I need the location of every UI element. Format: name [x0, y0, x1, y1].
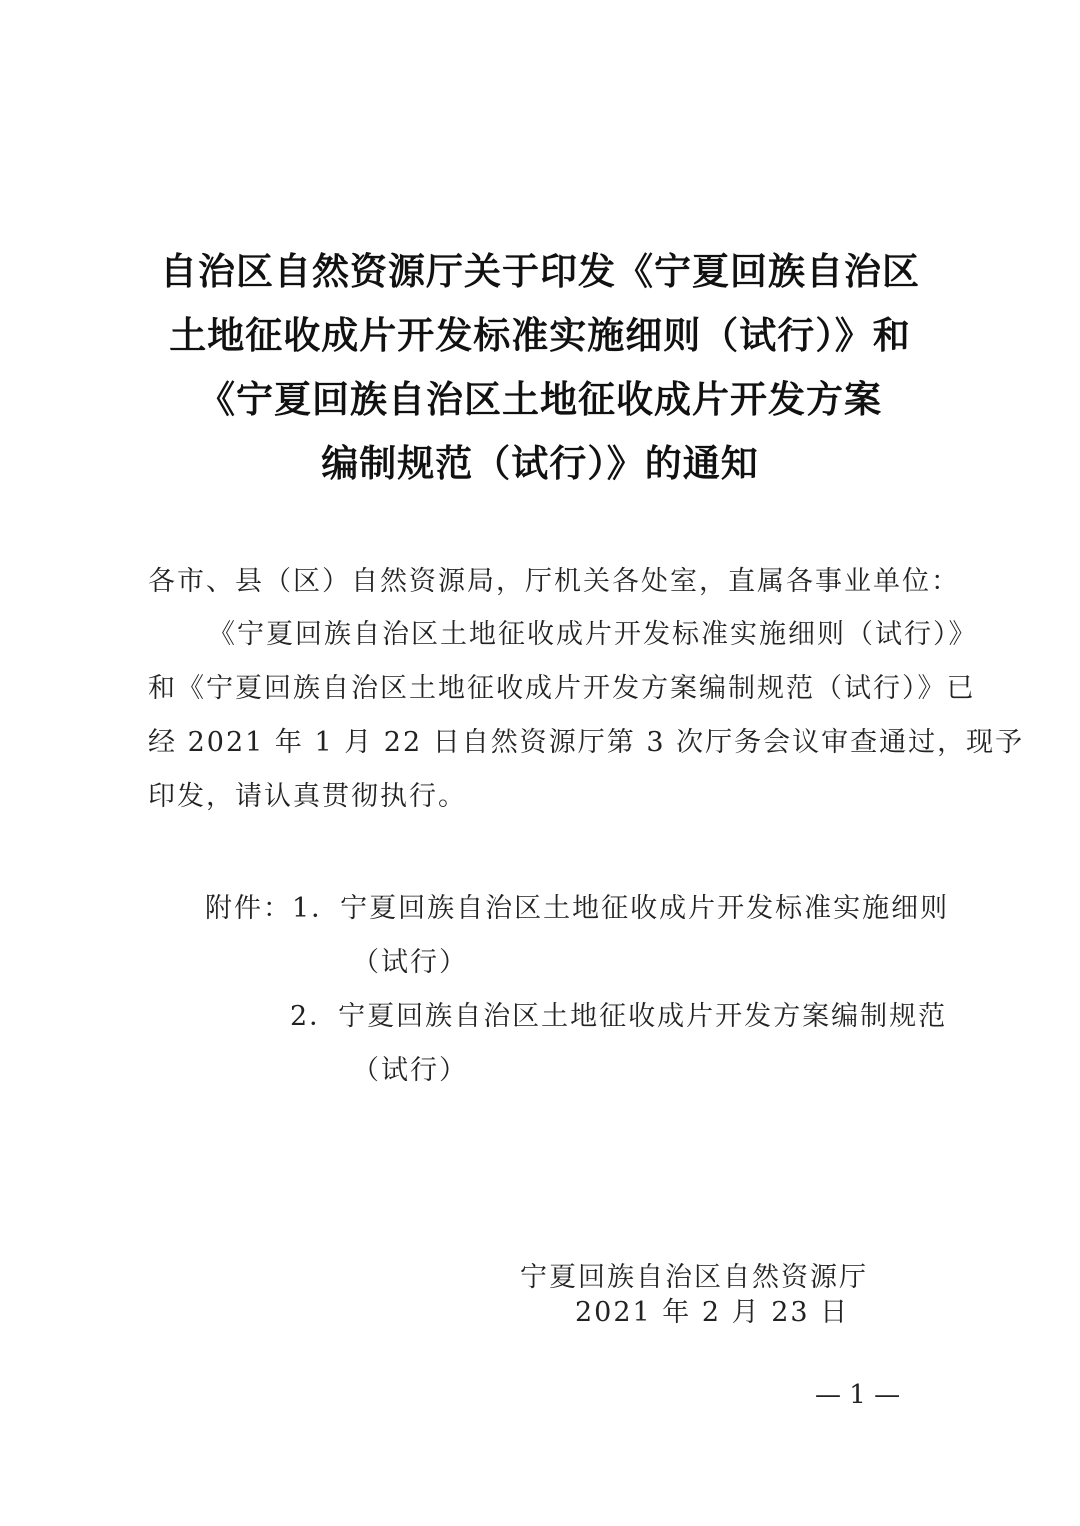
body-line: 经 2021 年 1 月 22 日自然资源厅第 3 次厅务会议审查通过，现予	[148, 727, 1025, 758]
body-line: 印发，请认真贯彻执行。	[148, 781, 467, 812]
title-line: 编制规范（试行）》的通知	[321, 442, 759, 485]
signature-date: 2021 年 2 月 23 日	[575, 1297, 850, 1328]
attachment-line: （试行）	[352, 947, 468, 978]
title-line: 自治区自然资源厅关于印发《宁夏回族自治区	[160, 250, 920, 293]
body-line: 和《宁夏回族自治区土地征收成片开发方案编制规范（试行）》已	[148, 673, 976, 704]
signature-org: 宁夏回族自治区自然资源厅	[520, 1262, 868, 1293]
attachment-line: 附件：1．宁夏回族自治区土地征收成片开发标准实施细则	[205, 893, 950, 924]
document-title	[0, 240, 1080, 496]
attachment-line: 2．宁夏回族自治区土地征收成片开发方案编制规范	[290, 1001, 948, 1032]
salutation: 各市、县（区）自然资源局，厅机关各处室，直属各事业单位：	[148, 566, 960, 597]
title-line: 《宁夏回族自治区土地征收成片开发方案	[198, 378, 882, 421]
title-line: 土地征收成片开发标准实施细则（试行）》和	[169, 314, 911, 357]
attachment-line: （试行）	[352, 1055, 468, 1086]
page-number: — 1 —	[815, 1380, 901, 1410]
body-line: 《宁夏回族自治区土地征收成片开发标准实施细则（试行）》	[208, 619, 978, 650]
